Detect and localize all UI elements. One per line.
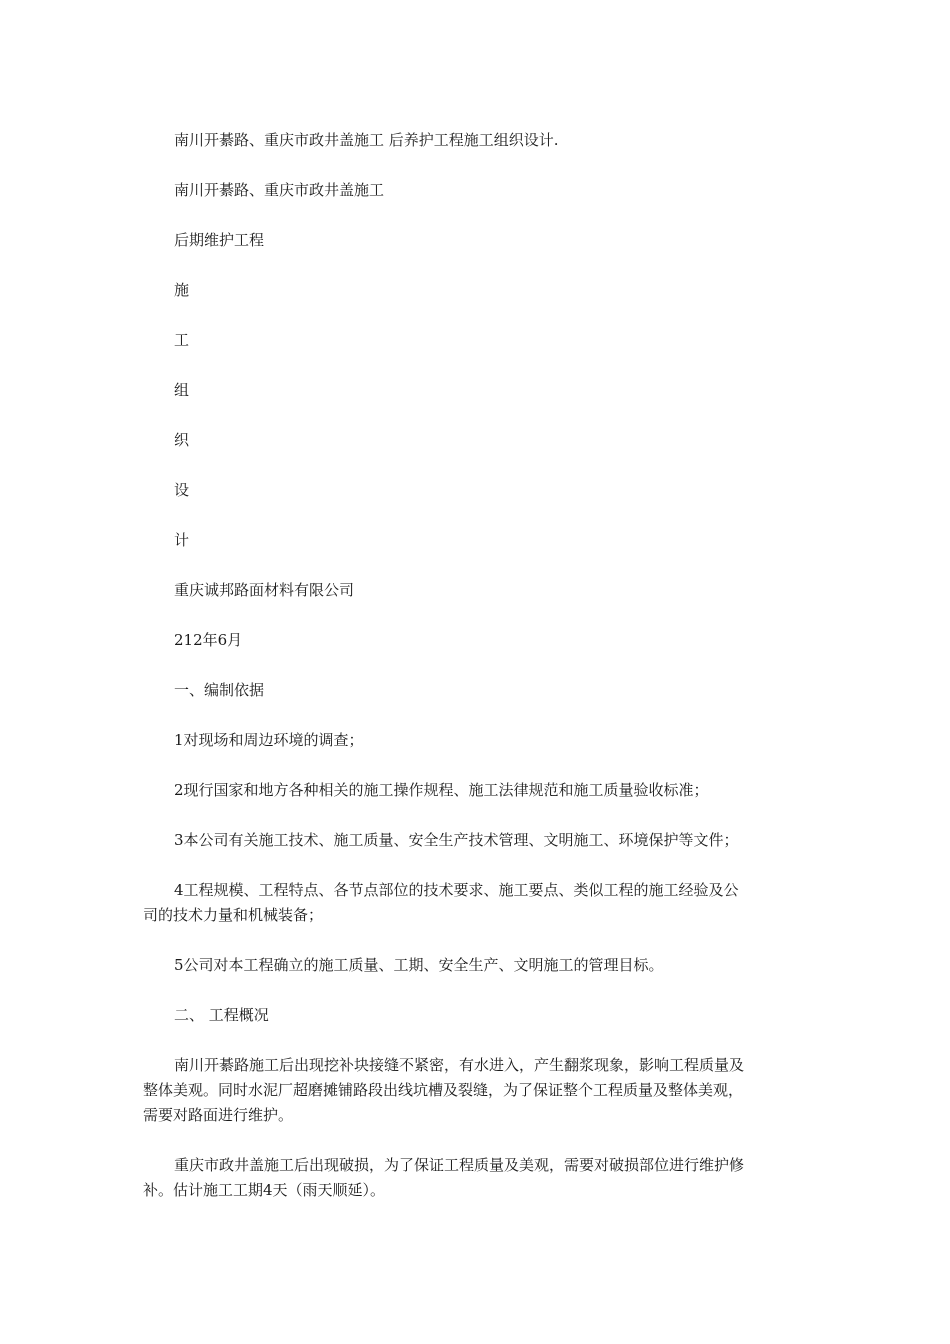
cover-line-1: 南川开綦路、重庆市政井盖施工 (174, 181, 385, 199)
document-title-line: 南川开綦路、重庆市政井盖施工 后养护工程施工组织设计. (174, 131, 559, 149)
overview-para-2-line: 重庆市政井盖施工后出现破损，为了保证工程质量及美观，需要对破损部位进行维护修 (174, 1156, 745, 1174)
cover-vertical-char: 组 (174, 381, 190, 399)
basis-item: 2现行国家和地方各种相关的施工操作规程、施工法律规范和施工质量验收标准； (174, 781, 709, 799)
cover-vertical-char: 施 (174, 281, 190, 299)
overview-para-1-line: 整体美观。同时水泥厂超磨摊铺路段出线坑槽及裂缝，为了保证整个工程质量及整体美观， (143, 1081, 744, 1099)
basis-item: 4工程规模、工程特点、各节点部位的技术要求、施工要点、类似工程的施工经验及公 (174, 881, 739, 899)
cover-vertical-char: 设 (174, 481, 190, 499)
basis-item-continuation: 司的技术力量和机械装备； (143, 906, 324, 924)
section-1-heading: 一、编制依据 (174, 681, 265, 699)
cover-vertical-char: 织 (174, 431, 190, 449)
basis-item: 5公司对本工程确立的施工质量、工期、安全生产、文明施工的管理目标。 (174, 956, 664, 974)
cover-vertical-char: 工 (174, 331, 190, 349)
basis-item: 3本公司有关施工技术、施工质量、安全生产技术管理、文明施工、环境保护等文件； (174, 831, 739, 849)
cover-line-2: 后期维护工程 (174, 231, 265, 249)
overview-para-1-line: 南川开綦路施工后出现挖补块接缝不紧密，有水进入，产生翻浆现象，影响工程质量及 (174, 1056, 745, 1074)
basis-item: 1对现场和周边环境的调查； (174, 731, 364, 749)
cover-vertical-char: 计 (174, 531, 190, 549)
overview-para-2-line: 补。估计施工工期4天（雨天顺延）。 (143, 1181, 386, 1199)
document-date: 212年6月 (174, 631, 243, 649)
section-2-heading: 二、 工程概况 (174, 1006, 269, 1024)
company-name: 重庆诚邦路面材料有限公司 (174, 581, 355, 599)
overview-para-1-line: 需要对路面进行维护。 (143, 1106, 294, 1124)
